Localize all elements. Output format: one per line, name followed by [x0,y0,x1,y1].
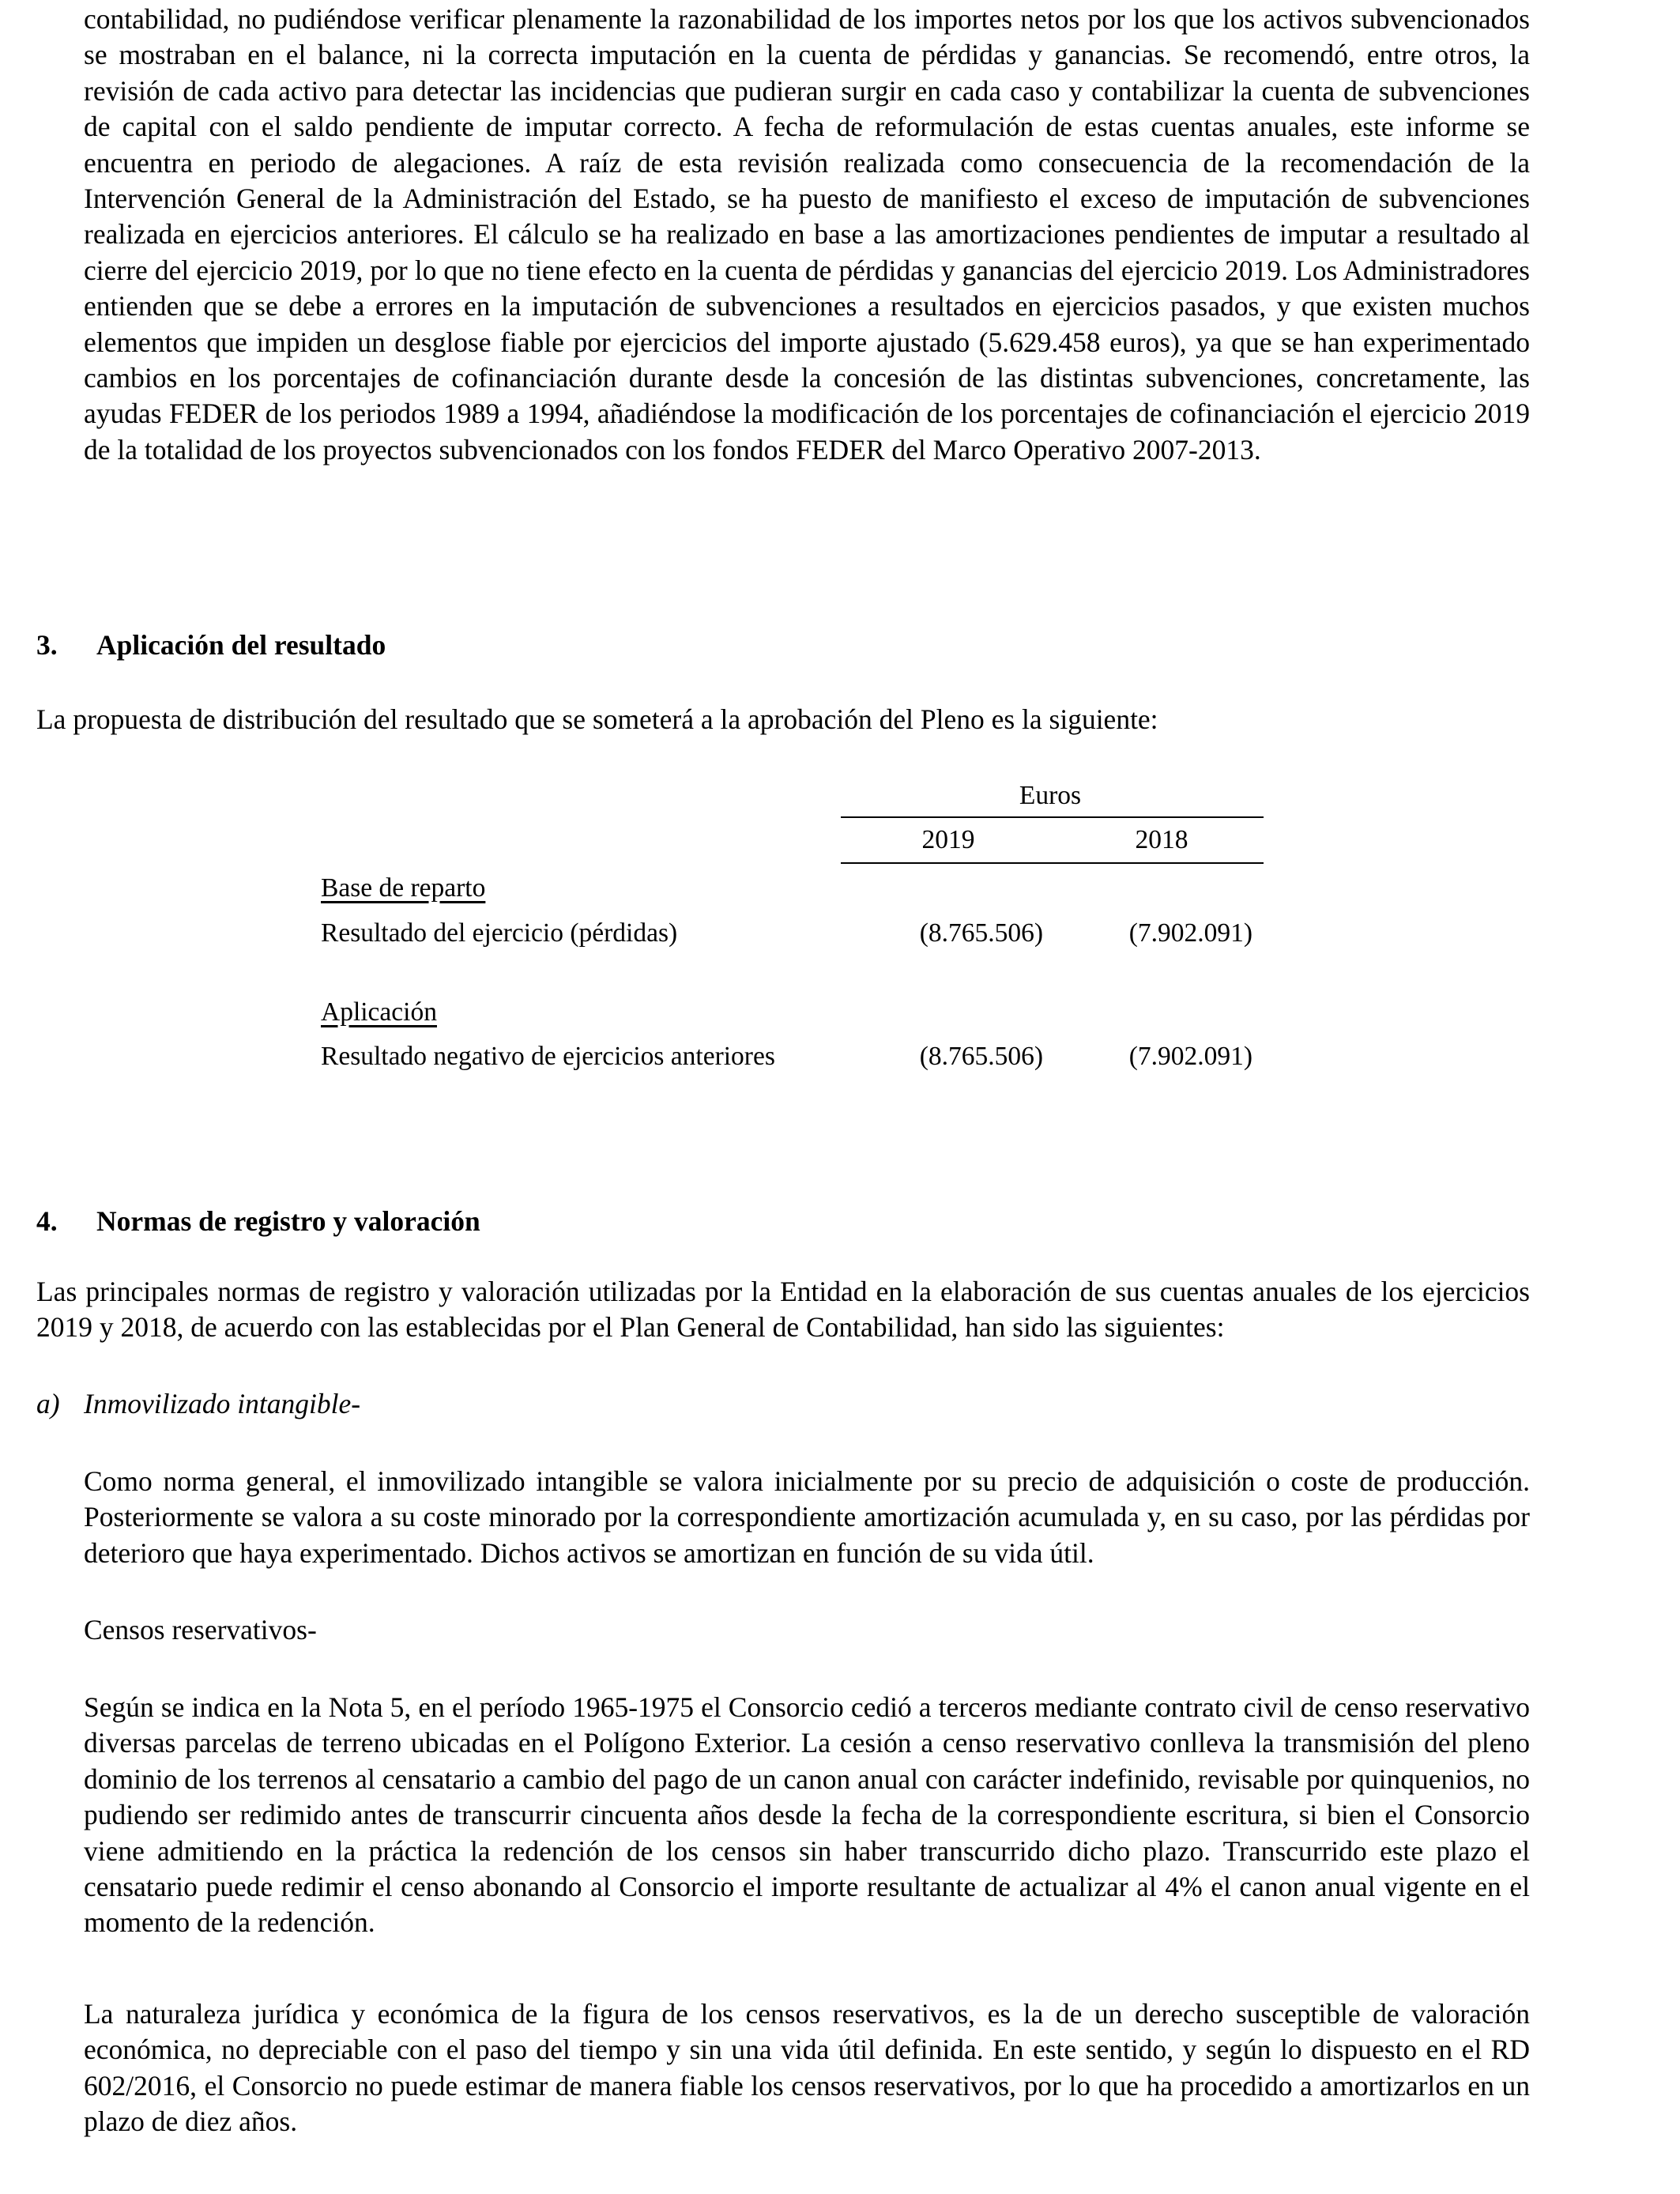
value-2019-resultado-ejercicio: (8.765.506) [919,918,1043,948]
year-header-2019: 2019 [921,825,975,854]
intangible-paragraph: Como norma general, el inmovilizado intangible se valora inicialmente por su precio de adquisición o coste de producción. Posteriormente se valora a su coste minorado por la correspondiente amortización acumulada y, en su caso, por las pérdidas por deterioro que haya experimentado. Dichos activos se amortizan en función de su vida útil. [84,1465,1530,1569]
header-rule-top [841,816,1264,818]
censos-paragraph: Según se indica en la Nota 5, en el período 1965-1975 el Consorcio cedió a terceros mediante contrato civil de censo reservativo diversas parcelas de terreno ubicadas en el Polígono Exterior. La cesión a censo reservativo conlleva la transmisión del pleno dominio de los terrenos al censatario a cambio del pago de un canon anual con carácter indefinido, revisable por quinquenios, no pudiendo ser redimido antes de transcurrir cincuenta años desde la fecha de la correspondiente escritura, si bien el Consorcio viene admitiendo en la práctica la redención de los censos sin haber transcurrido dicho plazo. Transcurrido este plazo el censatario puede redimir el censo abonando al Consorcio el importe resultante de actualizar al 4% el canon anual vigente en el momento de la redención. [84,1691,1530,1939]
group-heading-aplicacion: Aplicación [321,997,437,1027]
value-2019-resultado-negativo: (8.765.506) [919,1042,1043,1071]
section-3-intro: La propuesta de distribución del resultado que se someterá a la aprobación del Pleno es la siguiente: [36,703,1158,735]
subsection-a-title: Inmovilizado intangible- [84,1388,361,1419]
row-label-resultado-negativo: Resultado negativo de ejercicios anteriores [321,1042,775,1071]
section-4-heading [36,1204,748,1239]
section-4-title: Normas de registro y valoración [96,1205,480,1237]
group-heading-base: Base de reparto [321,873,486,903]
year-header-2018: 2018 [1135,825,1188,854]
currency-header: Euros [1019,781,1082,810]
value-2018-resultado-negativo: (7.902.091) [1128,1042,1252,1071]
naturaleza-paragraph: La naturaleza jurídica y económica de la figura de los censos reservativos, es la de un derecho susceptible de valoración económica, no depreciable con el paso del tiempo y sin una vida útil definida. En este sentido, y según lo dispuesto en el RD 602/2016, el Consorcio no puede estimar de manera fiable los censos reservativos, por lo que ha procedido a amortizarlos en un plazo de diez años. [84,1998,1530,2138]
value-2018-resultado-ejercicio: (7.902.091) [1128,918,1252,948]
subsection-a-heading [36,1386,361,1422]
section-4-number: 4. [36,1205,58,1237]
row-label-resultado-ejercicio: Resultado del ejercicio (pérdidas) [321,918,678,948]
section-3-number: 3. [36,629,58,661]
header-rule-bottom [841,862,1264,864]
censos-heading: Censos reservativos- [84,1614,317,1646]
section-4-intro: Las principales normas de registro y valoración utilizadas por la Entidad en la elaboración de sus cuentas anuales de los ejercicios 2019 y 2018, de acuerdo con las establecidas por el Plan General de Contabilidad, han sido las siguientes: [36,1276,1530,1344]
continuation-paragraph: contabilidad, no pudiéndose verificar plenamente la razonabilidad de los importes netos por los que los activos subvencionados se mostraban en el balance, ni la correcta imputación en la cuenta de pérdidas y ganancias. Se recomendó, entre otros, la revisión de cada activo para detectar las incidencias que pudieran surgir en cada caso y contabilizar la cuenta de subvenciones de capital con el saldo pendiente de imputar correcto. A fecha de reformulación de estas cuentas anuales, este informe se encuentra en periodo de alegaciones. A raíz de esta revisión realizada como consecuencia de la recomendación de la Intervención General de la Administración del Estado, se ha puesto de manifiesto el exceso de imputación de subvenciones realizada en ejercicios anteriores. El cálculo se ha realizado en base a las amortizaciones pendientes de imputar a resultado al cierre del ejercicio 2019, por lo que no tiene efecto en la cuenta de pérdidas y ganancias del ejercicio 2019. Los Administradores entienden que se debe a errores en la imputación de subvenciones a resultados en ejercicios pasados, y que existen muchos elementos que impiden un desglose fiable por ejercicios del importe ajustado (5.629.458 euros), ya que se han experimentado cambios en los porcentajes de cofinanciación durante desde la concesión de las distintas subvenciones, concretamente, las ayudas FEDER de los periodos 1989 a 1994, añadiéndose la modificación de los porcentajes de cofinanciación el ejercicio 2019 de la totalidad de los proyectos subvencionados con los fondos FEDER del Marco Operativo 2007-2013. [84,3,1530,466]
section-3-title: Aplicación del resultado [96,629,386,661]
subsection-a-marker: a) [36,1388,60,1419]
section-3-heading [36,628,669,663]
